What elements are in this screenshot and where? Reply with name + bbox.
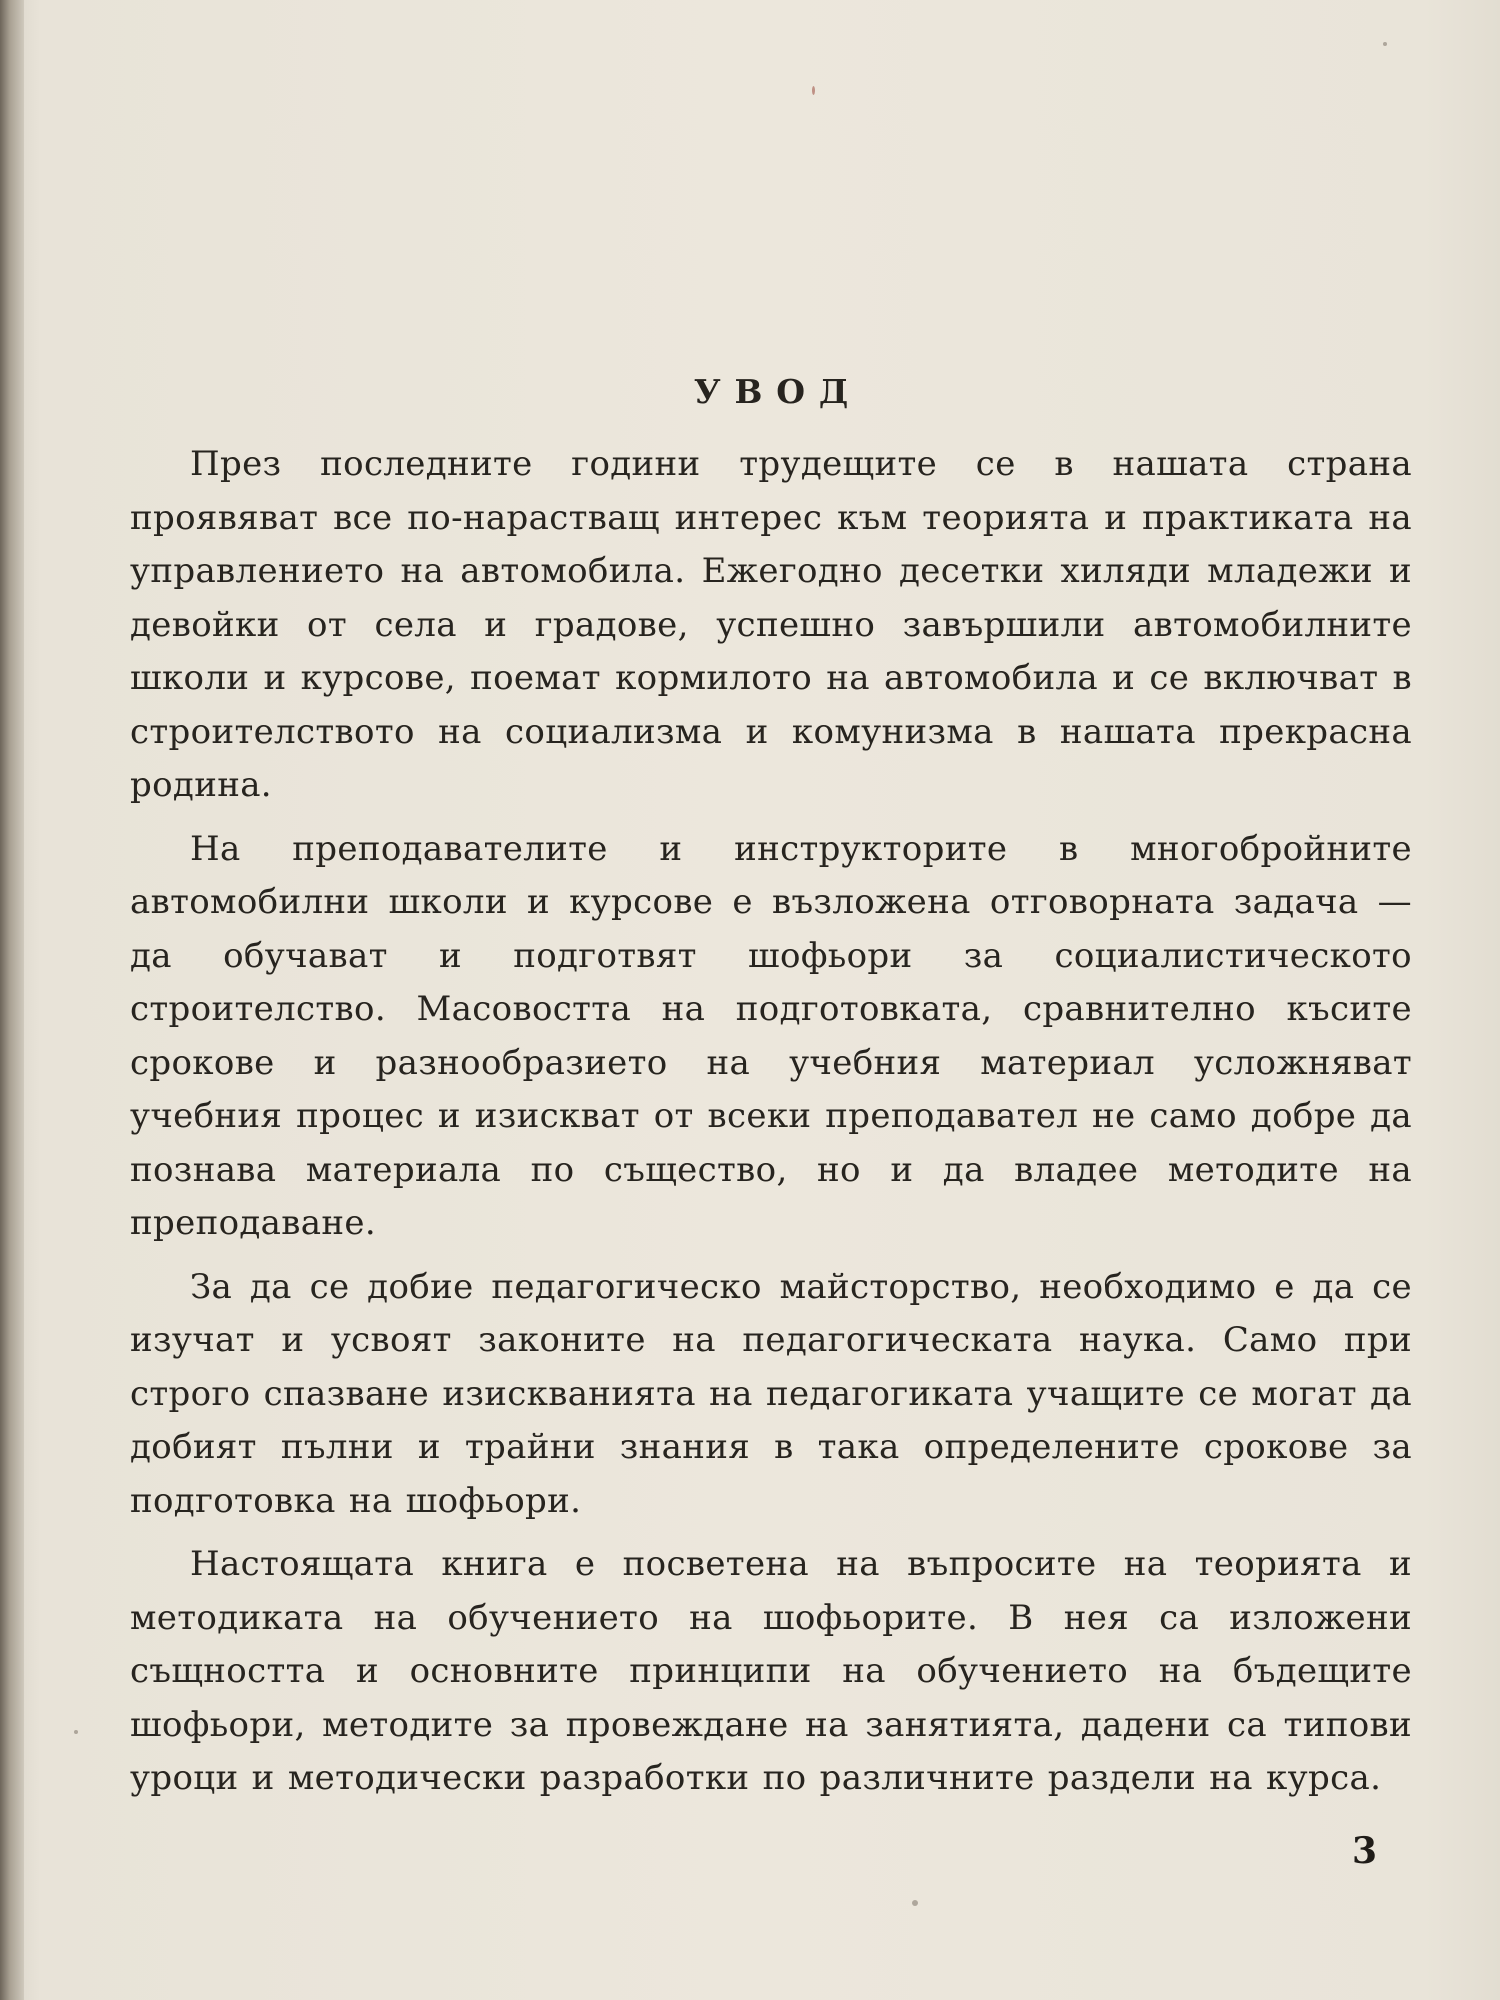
page-number: 3 xyxy=(1352,1830,1378,1872)
paper-speck xyxy=(912,1900,918,1906)
page-gutter-shadow xyxy=(0,0,24,2000)
paper-speck xyxy=(1383,42,1387,46)
paragraph-1: През последните години трудещите се в нашата страна проявяват все по-нарастващ интерес към теорията и практиката на управлението на автомобила. Ежегодно десетки хиляди младежи и девойки от села и градове, успешно завършили автомобилните школи и курсове, поемат кормилото на автомобила и се включват в строителството на социализма и комунизма в нашата прекрасна родина. xyxy=(130,444,1412,805)
section-heading: УВОД xyxy=(693,372,863,411)
paragraph-4: Настоящата книга е посветена на въпросите на теорията и методиката на обучението на шофьорите. В нея са изложени същността и основните принципи на обучението на бъдещите шофьори, методите за провеждане на занятията, дадени са типови уроци и методически разработки по различните раздели на курса. xyxy=(130,1544,1412,1798)
document-body xyxy=(130,372,1412,1816)
paper-speck xyxy=(74,1730,78,1734)
paragraph-2: На преподавателите и инструкторите в многобройните автомобилни школи и курсове е възложена отговорната задача — да обучават и подготвят шофьори за социалистическото строителство. Масовостта на подготовката, сравнително късите срокове и разнообразието на учебния материал усложняват учебния процес и изискват от всеки преподавател не само добре да познава материала по същество, но и да владее методите на преподаване. xyxy=(130,828,1412,1243)
paper-speck xyxy=(812,86,815,95)
paragraph-3: За да се добие педагогическо майсторство, необходимо е да се изучат и усвоят законите на педагогическата наука. Само при строго спазване изискванията на педагогиката учащите се могат да добият пълни и трайни знания в така определените срокове за подготовка на шофьори. xyxy=(130,1266,1412,1521)
